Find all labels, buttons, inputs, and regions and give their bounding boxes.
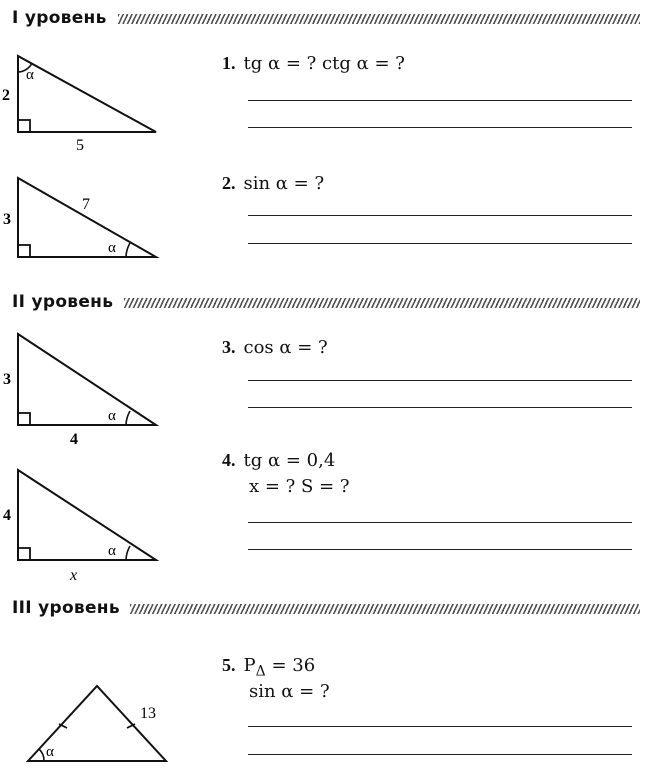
side-label-bottom: 4 [70,431,78,448]
level-2-header [12,292,640,316]
answer-line[interactable] [248,726,632,727]
side-label-left: 3 [3,371,11,388]
task-5 [222,652,330,705]
answer-line[interactable] [248,243,632,244]
task-number: 5. [222,655,236,675]
angle-label: α [26,67,34,83]
level-1-header [12,8,640,32]
answer-line[interactable] [248,380,632,381]
hatch-divider [130,604,640,614]
task-text-line2: x = ? S = ? [249,476,350,497]
angle-label: α [108,408,116,424]
angle-label: α [108,543,116,559]
task-number: 1. [222,53,236,73]
task-text: tg α = ? ctg α = ? [243,53,405,74]
task-text: P [243,655,256,676]
answer-line[interactable] [248,522,632,523]
side-label-hypotenuse: 7 [82,196,90,213]
answer-line[interactable] [248,407,632,408]
hatch-divider [124,298,640,308]
answer-line[interactable] [248,127,632,128]
figure-1-right-triangle [0,44,180,154]
answer-line[interactable] [248,549,632,550]
task-3 [222,334,328,361]
task-text-line2: sin α = ? [249,680,330,702]
task-number: 4. [222,450,236,470]
figure-2-right-triangle [0,168,180,268]
task-text-rest: = 36 [265,655,316,676]
figure-3-right-triangle [0,322,180,452]
answer-line[interactable] [248,215,632,216]
task-number: 2. [222,173,236,193]
angle-label: α [46,744,54,760]
level-title: III уровень [12,598,120,618]
task-text: cos α = ? [243,337,328,358]
side-label-bottom: x [70,567,78,584]
level-title: II уровень [12,292,114,312]
task-number: 3. [222,337,236,357]
side-label-right: 13 [140,705,156,722]
task-subscript: Δ [255,663,266,680]
task-1 [222,50,405,77]
angle-label: α [108,240,116,256]
figure-4-right-triangle [0,462,180,586]
task-text: sin α = ? [243,173,325,194]
hatch-divider [118,14,640,24]
figure-5-isosceles-triangle [0,674,190,774]
level-title: I уровень [12,8,107,28]
task-text: tg α = 0,4 [243,450,336,471]
level-3-header [12,598,640,622]
side-label-bottom: 5 [76,137,84,154]
side-label-left: 3 [3,211,11,228]
answer-line[interactable] [248,100,632,101]
side-label-left: 4 [3,507,11,524]
side-label-left: 2 [2,87,10,104]
answer-line[interactable] [248,754,632,755]
task-4 [222,447,350,500]
task-2 [222,170,324,197]
